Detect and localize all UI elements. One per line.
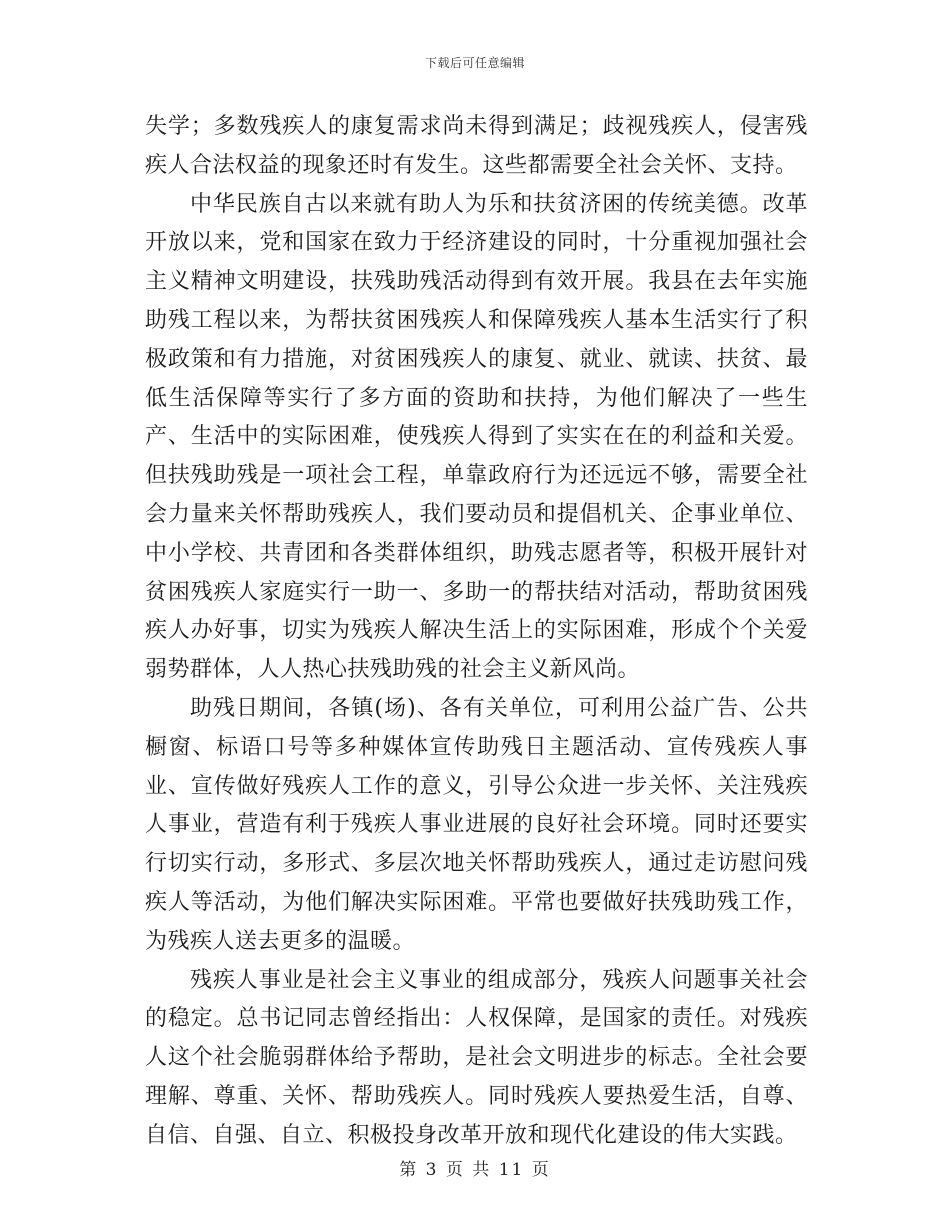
paragraph-3: 助残日期间，各镇(场)、各有关单位，可利用公益广告、公共橱窗、标语口号等多种媒体宣传助残日主题活动、宣传残疾人事业、宣传做好残疾人工作的意义，引导公众进一步关怀、关注残疾人事业，营造有利于残疾人事业进展的良好社会环境。同时还要实行切实行动，多形式、多层次地关怀帮助残疾人，通过走访慰问残疾人等活动，为他们解决实际困难。平常也要做好扶残助残工作，为残疾人送去更多的温暖。 — [145, 695, 808, 954]
page-footer: 第 3 页 共 11 页 — [399, 1160, 551, 1180]
paragraph-1: 失学；多数残疾人的康复需求尚未得到满足；歧视残疾人，侵害残疾人合法权益的现象还时有发生。这些都需要全社会关怀、支持。 — [145, 114, 808, 178]
page-header: 下载后可任意编辑 — [424, 56, 525, 70]
paragraph-4: 残疾人事业是社会主义事业的组成部分，残疾人问题事关社会的稳定。总书记同志曾经指出：人权保障，是国家的责任。对残疾人这个社会脆弱群体给予帮助，是社会文明进步的标志。全社会要理解、尊重、关怀、帮助残疾人。同时残疾人要热爱生活，自尊、自信、自强、自立、积极投身改革开放和现代化建设的伟大实践。 — [145, 967, 808, 1148]
paragraph-2: 中华民族自古以来就有助人为乐和扶贫济困的传统美德。改革开放以来，党和国家在致力于经济建设的同时，十分重视加强社会主义精神文明建设，扶残助残活动得到有效开展。我县在去年实施助残工程以来，为帮扶贫困残疾人和保障残疾人基本生活实行了积极政策和有力措施，对贫困残疾人的康复、就业、就读、扶贫、最低生活保障等实行了多方面的资助和扶持，为他们解决了一些生产、生活中的实际困难，使残疾人得到了实实在在的利益和关爱。但扶残助残是一项社会工程，单靠政府行为还远远不够，需要全社会力量来关怀帮助残疾人，我们要动员和提倡机关、企事业单位、中小学校、共青团和各类群体组织，助残志愿者等，积极开展针对贫困残疾人家庭实行一助一、多助一的帮扶结对活动，帮助贫困残疾人办好事，切实为残疾人解决生活上的实际困难，形成个个关爱弱势群体，人人热心扶残助残的社会主义新风尚。 — [145, 191, 808, 683]
document-body — [145, 108, 808, 1156]
